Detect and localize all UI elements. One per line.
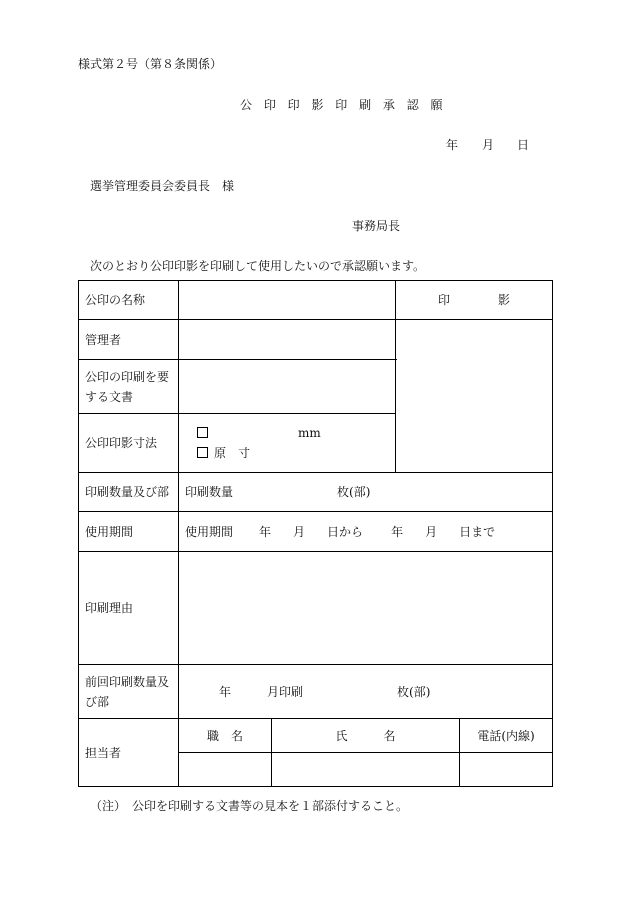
date-month: 月 — [482, 138, 495, 152]
quantity-label: 印刷数量及び部 — [79, 473, 179, 512]
period-field[interactable] — [179, 512, 553, 552]
quantity-field[interactable] — [179, 473, 553, 512]
mm-unit: mm — [298, 426, 321, 440]
form-number: 様式第２号（第８条関係） — [78, 57, 223, 71]
manager-field[interactable] — [179, 320, 396, 360]
reason-field[interactable] — [179, 552, 553, 665]
phone-field[interactable] — [460, 753, 553, 787]
application-form-table — [78, 280, 553, 787]
date-day: 日 — [517, 138, 530, 152]
previous-unit: 枚(部) — [397, 684, 431, 699]
period-from-month: 月 — [293, 524, 306, 539]
previous-month-print: 月印刷 — [267, 684, 304, 699]
name-field[interactable] — [272, 753, 460, 787]
footnote: （注） 公印を印刷する文書等の見本を１部添付すること。 — [90, 799, 409, 813]
period-to-day: 日まで — [459, 524, 496, 539]
period-label: 使用期間 — [79, 512, 179, 552]
col-phone-header: 電話(内線) — [460, 719, 553, 753]
quantity-unit: 枚(部) — [337, 485, 371, 499]
document-label: 公印の印刷を要する文書 — [79, 360, 179, 414]
previous-field[interactable] — [179, 665, 553, 719]
full-size-checkbox[interactable] — [197, 447, 208, 458]
full-size-label: 原 寸 — [214, 446, 251, 460]
period-from-day: 日から — [327, 524, 364, 539]
date-year: 年 — [446, 138, 459, 152]
impression-label: 印 影 — [396, 281, 553, 320]
size-label: 公印印影寸法 — [79, 414, 179, 473]
addressee: 選挙管理委員会委員長 様 — [90, 179, 235, 193]
period-from-year: 年 — [259, 524, 272, 539]
contact-label: 担当者 — [79, 719, 179, 787]
intro-text: 次のとおり公印印影を印刷して使用したいので承認願います。 — [90, 259, 426, 273]
previous-label: 前回印刷数量及び部 — [79, 665, 179, 719]
reason-label: 印刷理由 — [79, 552, 179, 665]
position-field[interactable] — [179, 753, 272, 787]
manager-label: 管理者 — [79, 320, 179, 360]
sender: 事務局長 — [352, 219, 401, 233]
document-field[interactable] — [179, 360, 396, 414]
seal-name-label: 公印の名称 — [79, 281, 179, 320]
period-to-year: 年 — [391, 524, 404, 539]
seal-name-field[interactable] — [179, 281, 396, 320]
previous-year: 年 — [219, 684, 232, 699]
form-title: 公 印 印 影 印 刷 承 認 願 — [240, 98, 447, 112]
col-position-header: 職 名 — [179, 719, 272, 753]
col-name-header: 氏 名 — [272, 719, 460, 753]
mm-checkbox[interactable] — [197, 427, 208, 438]
impression-box — [396, 320, 553, 473]
period-to-month: 月 — [425, 524, 438, 539]
quantity-prefix: 印刷数量 — [185, 485, 234, 499]
period-prefix: 使用期間 — [185, 524, 234, 539]
size-field — [179, 414, 396, 473]
